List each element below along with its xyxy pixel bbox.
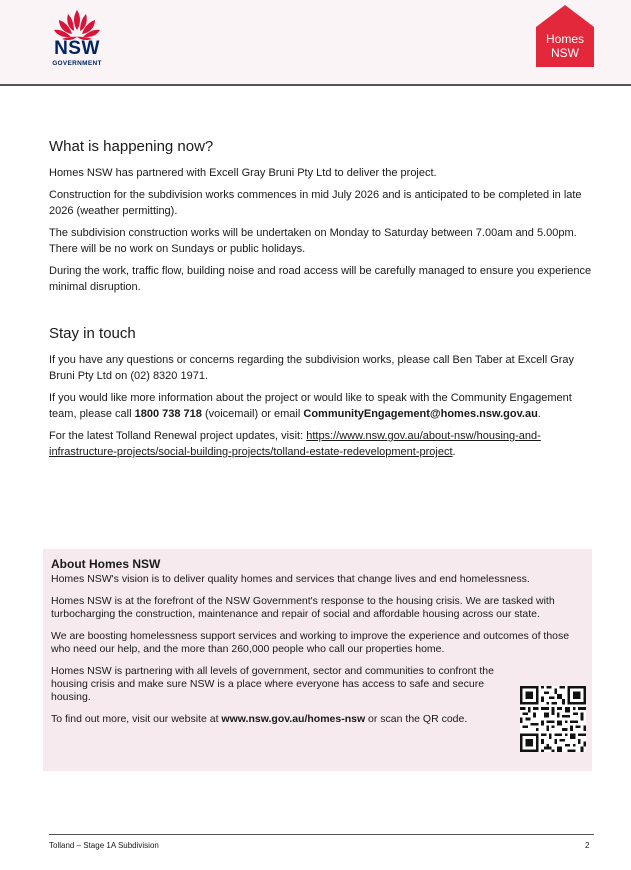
about-homes-nsw-box	[43, 549, 592, 771]
footer-page-number: 2	[585, 841, 590, 850]
page-header	[0, 0, 631, 86]
nsw-government-text: GOVERNMENT	[52, 60, 102, 67]
about-heading: About Homes NSW	[51, 557, 161, 571]
stay-in-touch-heading: Stay in touch	[49, 325, 136, 342]
homes-badge-line-1: Homes	[545, 32, 584, 46]
about-paragraph-1: Homes NSW's vision is to deliver quality homes and services that change lives and end homelessness.	[51, 573, 530, 585]
footer-document-title: Tolland – Stage 1A Subdivision	[49, 841, 159, 850]
happening-paragraph-3: The subdivision construction works will be undertaken on Monday to Saturday between 7.00am and 5.00pm. There will be no work on Sundays or public holidays.	[49, 227, 577, 255]
homes-nsw-website-link[interactable]: www.nsw.gov.au/homes-nsw	[221, 713, 366, 725]
touch-paragraph-3	[49, 428, 594, 460]
stay-in-touch-section	[49, 325, 594, 460]
about-p5-text: To find out more, visit our website at	[51, 713, 222, 725]
project-updates-link[interactable]: https://www.nsw.gov.au/about-nsw/housing-and-infrastructure-projects/social-building-projects/tolland-estate-redevelopment-project	[49, 430, 541, 458]
touch-p3-text: For the latest Tolland Renewal project updates, visit:	[49, 430, 307, 442]
touch-p3-end: .	[452, 446, 456, 458]
touch-paragraph-1: If you have any questions or concerns regarding the subdivision works, please call Ben Taber at Excell Gray Bruni Pty Ltd on (02) 8320 1971.	[49, 354, 575, 382]
touch-paragraph-2	[49, 390, 594, 422]
about-paragraph-4: Homes NSW is partnering with all levels of government, sector and communities to confront the housing crisis and make sure NSW is a place where everyone has access to safe and secure housing.	[51, 665, 494, 703]
happening-heading: What is happening now?	[49, 138, 214, 155]
happening-paragraph-1: Homes NSW has partnered with Excell Gray Bruni Pty Ltd to deliver the project.	[49, 167, 437, 179]
touch-p2-end: .	[537, 408, 541, 420]
footer-divider	[49, 834, 594, 835]
touch-p2-text: If you would like more information about the project or would like to speak with the Community Engagement team, please call	[49, 392, 572, 420]
about-paragraph-2: Homes NSW is at the forefront of the NSW Government's response to the housing crisis. We are tasked with turbocharging the construction, maintenance and repair of social and affordable housing across our state.	[51, 595, 555, 620]
homes-nsw-badge-text	[536, 32, 594, 60]
homes-badge-line-2: NSW	[551, 46, 579, 60]
about-p5-end: or scan the QR code.	[365, 713, 468, 725]
happening-paragraph-2: Construction for the subdivision works commences in mid July 2026 and is anticipated to be completed in late 2026 (weather permitting).	[49, 189, 582, 217]
nsw-logo-text: NSW	[54, 38, 100, 59]
touch-p2-middle: (voicemail) or email	[201, 408, 304, 420]
email-link[interactable]: CommunityEngagement@homes.nsw.gov.au	[303, 408, 538, 420]
qr-code-icon[interactable]	[520, 686, 586, 752]
about-paragraph-3: We are boosting homelessness support services and working to improve the experience and outcomes of those who need our help, and the more than 260,000 people who call our properties home.	[51, 630, 570, 655]
happening-paragraph-4: During the work, traffic flow, building noise and road access will be carefully managed to ensure you experience minimal disruption.	[49, 265, 592, 293]
main-content	[49, 138, 594, 466]
about-paragraph-5	[51, 713, 591, 726]
phone-number[interactable]: 1800 738 718	[134, 408, 202, 420]
